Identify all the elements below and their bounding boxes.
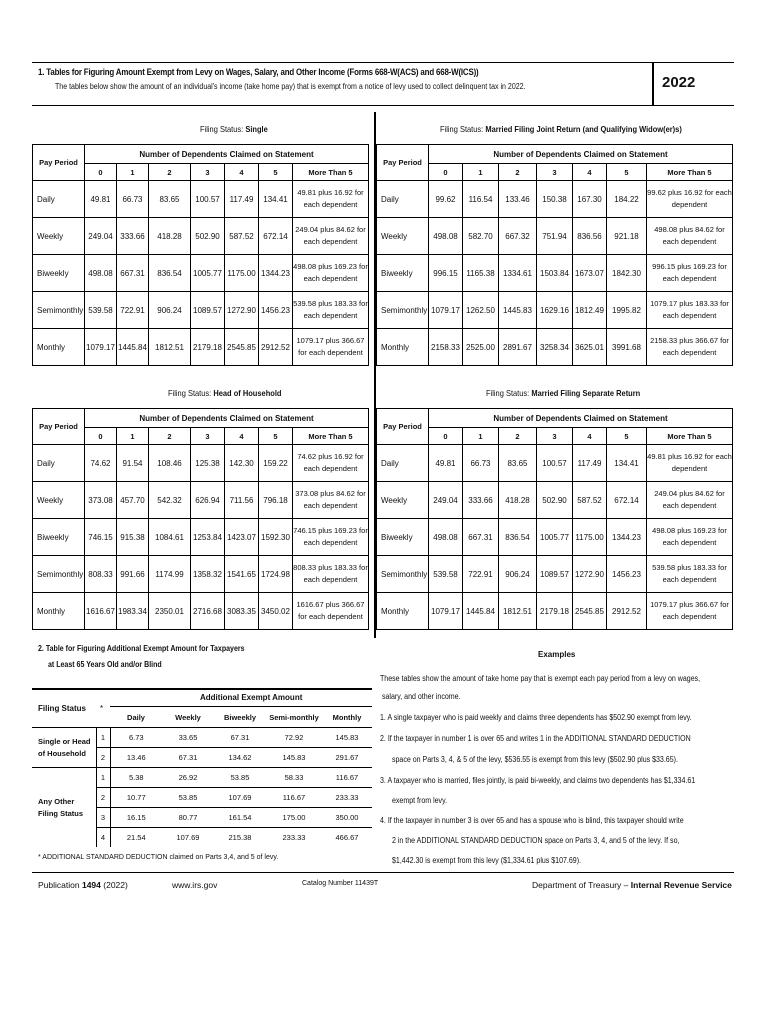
exempt-amount-cell: 836.56: [573, 218, 607, 255]
exempt-amount-cell: 587.52: [573, 482, 607, 519]
dependents-column-header: 5: [259, 428, 293, 445]
pay-period-cell: Daily: [377, 181, 429, 218]
exempt-amount-cell: 906.24: [149, 292, 191, 329]
more-than-5-cell: 498.08 plus 84.62 for each dependent: [647, 218, 733, 255]
exempt-amount-cell: 667.31: [117, 255, 149, 292]
exempt-amount-cell: 498.08: [429, 519, 463, 556]
exempt-amount-cell: 108.46: [149, 445, 191, 482]
footer-department: Department of Treasury – Internal Revenue Service: [532, 880, 732, 890]
addl-title-1: 2. Table for Figuring Additional Exempt Amount for Taxpayers: [38, 644, 245, 653]
exempt-amount-cell: 1995.82: [607, 292, 647, 329]
levy-table-3: [376, 408, 733, 630]
addl-star: *: [100, 704, 104, 713]
addl-amount-cell: 53.85: [162, 788, 214, 808]
table-row: [33, 593, 369, 630]
table-row: [377, 482, 733, 519]
exempt-amount-cell: 49.81: [429, 445, 463, 482]
additional-exempt-table: [32, 708, 372, 847]
exempt-amount-cell: 1262.50: [463, 292, 499, 329]
exempt-amount-cell: 746.15: [85, 519, 117, 556]
dependents-column-header: 1: [463, 164, 499, 181]
exempt-amount-cell: 667.31: [463, 519, 499, 556]
example-line: These tables show the amount of take home pay that is exempt each pay period from a levy on wages,: [380, 674, 701, 683]
exempt-amount-cell: 542.32: [149, 482, 191, 519]
addl-amount-cell: 107.69: [214, 788, 266, 808]
dependents-column-header: 3: [537, 164, 573, 181]
page-subtitle: The tables below show the amount of an individual's income (take home pay) that is exempt from a notice of levy used to collect delinquent tax in 2022.: [55, 82, 526, 91]
table-row: [33, 329, 369, 366]
exempt-amount-cell: 83.65: [499, 445, 537, 482]
table-row: [32, 768, 372, 788]
pay-period-header: Pay Period: [377, 145, 429, 181]
more-than-5-cell: 74.62 plus 16.92 for each dependent: [293, 445, 369, 482]
addl-amount-cell: 10.77: [110, 788, 162, 808]
exempt-amount-cell: 1629.16: [537, 292, 573, 329]
addl-amount-cell: 80.77: [162, 808, 214, 828]
table-row: [33, 181, 369, 218]
exempt-amount-cell: 66.73: [117, 181, 149, 218]
pay-period-header: Pay Period: [377, 409, 429, 445]
dependents-column-header: 2: [149, 428, 191, 445]
exempt-amount-cell: 1175.00: [225, 255, 259, 292]
addl-amount-cell: 291.67: [322, 748, 372, 768]
pay-period-header: Pay Period: [33, 409, 85, 445]
pay-period-cell: Semimonthly: [33, 292, 85, 329]
addl-count-cell: 2: [96, 748, 110, 768]
exempt-amount-cell: 796.18: [259, 482, 293, 519]
example-line: $1,442.30 is exempt from this levy ($1,334.61 plus $107.69).: [392, 856, 582, 865]
exempt-amount-cell: 915.38: [117, 519, 149, 556]
exempt-amount-cell: 1079.17: [429, 292, 463, 329]
table-row: [377, 218, 733, 255]
exempt-amount-cell: 2179.18: [191, 329, 225, 366]
exempt-amount-cell: 1079.17: [85, 329, 117, 366]
pay-period-cell: Weekly: [33, 218, 85, 255]
pay-period-cell: Biweekly: [33, 255, 85, 292]
exempt-amount-cell: 159.22: [259, 445, 293, 482]
pay-period-cell: Monthly: [33, 329, 85, 366]
exempt-amount-cell: 249.04: [429, 482, 463, 519]
pay-period-cell: Daily: [33, 445, 85, 482]
exempt-amount-cell: 672.14: [259, 218, 293, 255]
exempt-amount-cell: 2350.01: [149, 593, 191, 630]
exempt-amount-cell: 1812.51: [149, 329, 191, 366]
example-line: 2 in the ADDITIONAL STANDARD DEDUCTION space on Parts 3, 4, and 5 of the levy. If so,: [392, 836, 680, 845]
dependents-column-header: 3: [191, 164, 225, 181]
addl-amount-cell: 6.73: [110, 728, 162, 748]
table-row: [33, 556, 369, 593]
exempt-amount-cell: 1541.65: [225, 556, 259, 593]
addl-top-rule: [32, 688, 372, 690]
exempt-amount-cell: 1175.00: [573, 519, 607, 556]
addl-group-label: Single or Head of Household: [32, 728, 96, 768]
addl-amount-cell: 233.33: [266, 828, 322, 848]
exempt-amount-cell: 133.46: [499, 181, 537, 218]
dependents-column-header: 4: [225, 164, 259, 181]
example-line: exempt from levy.: [392, 796, 448, 805]
addl-column-header: Daily: [110, 708, 162, 728]
dependents-column-header: 1: [463, 428, 499, 445]
more-than-5-cell: 1079.17 plus 366.67 for each dependent: [647, 593, 733, 630]
addl-count-cell: 1: [96, 768, 110, 788]
exempt-amount-cell: 836.54: [499, 519, 537, 556]
exempt-amount-cell: 99.62: [429, 181, 463, 218]
dependents-column-header: 0: [85, 428, 117, 445]
exempt-amount-cell: 142.30: [225, 445, 259, 482]
exempt-amount-cell: 1673.07: [573, 255, 607, 292]
exempt-amount-cell: 1812.49: [573, 292, 607, 329]
exempt-amount-cell: 2545.85: [573, 593, 607, 630]
exempt-amount-cell: 539.58: [429, 556, 463, 593]
example-line: 2. If the taxpayer in number 1 is over 65 and writes 1 in the ADDITIONAL STANDARD DEDUCTION: [380, 734, 691, 743]
addl-column-header: Semi-monthly: [266, 708, 322, 728]
exempt-amount-cell: 457.70: [117, 482, 149, 519]
exempt-amount-cell: 100.57: [191, 181, 225, 218]
footer-publication: Publication 1494 (2022): [38, 880, 128, 890]
levy-table-0: [32, 144, 369, 366]
addl-amount-cell: 233.33: [322, 788, 372, 808]
exempt-amount-cell: 117.49: [225, 181, 259, 218]
exempt-amount-cell: 134.41: [607, 445, 647, 482]
dependents-header: Number of Dependents Claimed on Statement: [85, 409, 369, 428]
addl-column-header: Monthly: [322, 708, 372, 728]
pay-period-cell: Semimonthly: [33, 556, 85, 593]
exempt-amount-cell: 3991.68: [607, 329, 647, 366]
addl-amount-cell: 145.83: [322, 728, 372, 748]
example-line: salary, and other income.: [382, 692, 461, 701]
exempt-amount-cell: 373.08: [85, 482, 117, 519]
addl-count-cell: 1: [96, 728, 110, 748]
exempt-amount-cell: 2545.85: [225, 329, 259, 366]
addl-amount-cell: 53.85: [214, 768, 266, 788]
exempt-amount-cell: 587.52: [225, 218, 259, 255]
table-row: [33, 482, 369, 519]
exempt-amount-cell: 1334.61: [499, 255, 537, 292]
exempt-amount-cell: 3625.01: [573, 329, 607, 366]
addl-amount-cell: 67.31: [214, 728, 266, 748]
addl-footnote: * ADDITIONAL STANDARD DEDUCTION claimed on Parts 3,4, and 5 of levy.: [38, 854, 279, 861]
exempt-amount-cell: 1272.90: [573, 556, 607, 593]
table-row: [33, 292, 369, 329]
addl-header-rule: [110, 706, 372, 707]
exempt-amount-cell: 2912.52: [607, 593, 647, 630]
exempt-amount-cell: 66.73: [463, 445, 499, 482]
table-row: [377, 292, 733, 329]
dependents-column-header: More Than 5: [647, 164, 733, 181]
exempt-amount-cell: 1344.23: [259, 255, 293, 292]
pay-period-cell: Weekly: [377, 218, 429, 255]
exempt-amount-cell: 2179.18: [537, 593, 573, 630]
exempt-amount-cell: 1005.77: [537, 519, 573, 556]
levy-table-2: [32, 408, 369, 630]
exempt-amount-cell: 1358.32: [191, 556, 225, 593]
exempt-amount-cell: 1089.57: [537, 556, 573, 593]
exempt-amount-cell: 722.91: [463, 556, 499, 593]
exempt-amount-cell: 134.41: [259, 181, 293, 218]
exempt-amount-cell: 49.81: [85, 181, 117, 218]
exempt-amount-cell: 1084.61: [149, 519, 191, 556]
table-row: [33, 445, 369, 482]
dependents-column-header: 2: [499, 164, 537, 181]
addl-amount-cell: 466.67: [322, 828, 372, 848]
more-than-5-cell: 99.62 plus 16.92 for each dependent: [647, 181, 733, 218]
status-single: Filing Status: Single: [200, 124, 268, 134]
more-than-5-cell: 249.04 plus 84.62 for each dependent: [647, 482, 733, 519]
table-row: [377, 181, 733, 218]
table-row: [377, 329, 733, 366]
pay-period-header: Pay Period: [33, 145, 85, 181]
addl-amount-cell: 33.65: [162, 728, 214, 748]
addl-column-header: Biweekly: [214, 708, 266, 728]
addl-amount-cell: 116.67: [322, 768, 372, 788]
exempt-amount-cell: 502.90: [191, 218, 225, 255]
addl-group-label: Any Other Filing Status: [32, 768, 96, 848]
exempt-amount-cell: 1174.99: [149, 556, 191, 593]
exempt-amount-cell: 498.08: [429, 218, 463, 255]
pay-period-cell: Weekly: [33, 482, 85, 519]
addl-amount-cell: 21.54: [110, 828, 162, 848]
addl-amount-cell: 134.62: [214, 748, 266, 768]
exempt-amount-cell: 1445.84: [463, 593, 499, 630]
footer-website[interactable]: www.irs.gov: [172, 880, 218, 890]
pay-period-cell: Daily: [377, 445, 429, 482]
status-mfj: Filing Status: Married Filing Joint Return (and Qualifying Widow(er)s): [440, 124, 682, 134]
exempt-amount-cell: 2891.67: [499, 329, 537, 366]
exempt-amount-cell: 667.32: [499, 218, 537, 255]
exempt-amount-cell: 333.66: [463, 482, 499, 519]
exempt-amount-cell: 1445.84: [117, 329, 149, 366]
example-line: 3. A taxpayer who is married, files jointly, is paid bi-weekly, and claims two dependents has $1,334.61: [380, 776, 696, 785]
more-than-5-cell: 539.58 plus 183.33 for each dependent: [293, 292, 369, 329]
status-hoh: Filing Status: Head of Household: [168, 388, 282, 398]
status-mfs: Filing Status: Married Filing Separate Return: [486, 388, 641, 398]
exempt-amount-cell: 1842.30: [607, 255, 647, 292]
addl-group-header: Additional Exempt Amount: [200, 693, 303, 702]
dependents-column-header: 5: [607, 428, 647, 445]
exempt-amount-cell: 1272.90: [225, 292, 259, 329]
addl-amount-cell: 215.38: [214, 828, 266, 848]
pay-period-cell: Biweekly: [377, 519, 429, 556]
table-row: [33, 519, 369, 556]
footer-rule: [32, 872, 734, 873]
table-row: [33, 255, 369, 292]
exempt-amount-cell: 116.54: [463, 181, 499, 218]
exempt-amount-cell: 184.22: [607, 181, 647, 218]
more-than-5-cell: 249.04 plus 84.62 for each dependent: [293, 218, 369, 255]
dependents-column-header: 1: [117, 428, 149, 445]
addl-amount-cell: 116.67: [266, 788, 322, 808]
page-title: 1. Tables for Figuring Amount Exempt from Levy on Wages, Salary, and Other Income (Forms 668-W(ACS) and 668-W(ICS)): [38, 67, 479, 77]
more-than-5-cell: 373.08 plus 84.62 for each dependent: [293, 482, 369, 519]
table-row: [377, 519, 733, 556]
dependents-column-header: 2: [149, 164, 191, 181]
exempt-amount-cell: 751.94: [537, 218, 573, 255]
exempt-amount-cell: 150.38: [537, 181, 573, 218]
levy-table-1: [376, 144, 733, 366]
exempt-amount-cell: 498.08: [85, 255, 117, 292]
exempt-amount-cell: 1423.07: [225, 519, 259, 556]
more-than-5-cell: 49.81 plus 16.92 for each dependent: [647, 445, 733, 482]
exempt-amount-cell: 167.30: [573, 181, 607, 218]
exempt-amount-cell: 1089.57: [191, 292, 225, 329]
exempt-amount-cell: 83.65: [149, 181, 191, 218]
dependents-header: Number of Dependents Claimed on Statement: [429, 145, 733, 164]
pay-period-cell: Biweekly: [377, 255, 429, 292]
dependents-column-header: 0: [85, 164, 117, 181]
more-than-5-cell: 1079.17 plus 183.33 for each dependent: [647, 292, 733, 329]
addl-amount-cell: 72.92: [266, 728, 322, 748]
dependents-column-header: 5: [259, 164, 293, 181]
addl-amount-cell: 13.46: [110, 748, 162, 768]
exempt-amount-cell: 2525.00: [463, 329, 499, 366]
table-row: [377, 593, 733, 630]
example-line: space on Parts 3, 4, & 5 of the levy, $536.55 is exempt from this levy ($502.90 plus $33.65).: [392, 755, 678, 764]
exempt-amount-cell: 1456.23: [607, 556, 647, 593]
addl-column-header: Weekly: [162, 708, 214, 728]
exempt-amount-cell: 100.57: [537, 445, 573, 482]
addl-filing-status-label: Filing Status: [38, 704, 86, 713]
addl-count-cell: 2: [96, 788, 110, 808]
table-row: [377, 556, 733, 593]
exempt-amount-cell: 333.66: [117, 218, 149, 255]
examples-title: Examples: [538, 650, 576, 659]
exempt-amount-cell: 3258.34: [537, 329, 573, 366]
exempt-amount-cell: 1253.84: [191, 519, 225, 556]
exempt-amount-cell: 582.70: [463, 218, 499, 255]
exempt-amount-cell: 1344.23: [607, 519, 647, 556]
exempt-amount-cell: 3083.35: [225, 593, 259, 630]
dependents-column-header: 0: [429, 164, 463, 181]
tax-year: 2022: [662, 74, 696, 91]
dependents-column-header: More Than 5: [293, 164, 369, 181]
pay-period-cell: Monthly: [377, 329, 429, 366]
addl-amount-cell: 5.38: [110, 768, 162, 788]
addl-amount-cell: 145.83: [266, 748, 322, 768]
exempt-amount-cell: 1616.67: [85, 593, 117, 630]
exempt-amount-cell: 539.58: [85, 292, 117, 329]
table-row: [33, 218, 369, 255]
pay-period-cell: Weekly: [377, 482, 429, 519]
pay-period-cell: Semimonthly: [377, 556, 429, 593]
exempt-amount-cell: 1724.98: [259, 556, 293, 593]
exempt-amount-cell: 249.04: [85, 218, 117, 255]
exempt-amount-cell: 418.28: [149, 218, 191, 255]
dependents-column-header: 4: [225, 428, 259, 445]
dependents-header: Number of Dependents Claimed on Statement: [85, 145, 369, 164]
dependents-header: Number of Dependents Claimed on Statement: [429, 409, 733, 428]
pay-period-cell: Monthly: [33, 593, 85, 630]
addl-count-cell: 3: [96, 808, 110, 828]
dependents-column-header: 2: [499, 428, 537, 445]
exempt-amount-cell: 74.62: [85, 445, 117, 482]
exempt-amount-cell: 996.15: [429, 255, 463, 292]
table-row: [377, 445, 733, 482]
addl-amount-cell: 67.31: [162, 748, 214, 768]
dependents-column-header: 3: [191, 428, 225, 445]
exempt-amount-cell: 1165.38: [463, 255, 499, 292]
exempt-amount-cell: 91.54: [117, 445, 149, 482]
example-line: 4. If the taxpayer in number 3 is over 65 and has a spouse who is blind, this taxpayer should write: [380, 816, 684, 825]
table-row: [32, 728, 372, 748]
more-than-5-cell: 1079.17 plus 366.67 for each dependent: [293, 329, 369, 366]
exempt-amount-cell: 906.24: [499, 556, 537, 593]
more-than-5-cell: 498.08 plus 169.23 for each dependent: [647, 519, 733, 556]
exempt-amount-cell: 502.90: [537, 482, 573, 519]
more-than-5-cell: 808.33 plus 183.33 for each dependent: [293, 556, 369, 593]
dependents-column-header: 1: [117, 164, 149, 181]
addl-count-cell: 4: [96, 828, 110, 848]
addl-title-2: at Least 65 Years Old and/or Blind: [48, 660, 162, 669]
exempt-amount-cell: 921.18: [607, 218, 647, 255]
dependents-column-header: 0: [429, 428, 463, 445]
exempt-amount-cell: 1079.17: [429, 593, 463, 630]
dependents-column-header: 4: [573, 164, 607, 181]
pay-period-cell: Semimonthly: [377, 292, 429, 329]
more-than-5-cell: 498.08 plus 169.23 for each dependent: [293, 255, 369, 292]
more-than-5-cell: 2158.33 plus 366.67 for each dependent: [647, 329, 733, 366]
addl-amount-cell: 58.33: [266, 768, 322, 788]
exempt-amount-cell: 2158.33: [429, 329, 463, 366]
dependents-column-header: More Than 5: [293, 428, 369, 445]
exempt-amount-cell: 711.56: [225, 482, 259, 519]
exempt-amount-cell: 3450.02: [259, 593, 293, 630]
footer-catalog: Catalog Number 11439T: [302, 880, 379, 887]
addl-amount-cell: 161.54: [214, 808, 266, 828]
exempt-amount-cell: 722.91: [117, 292, 149, 329]
exempt-amount-cell: 1503.84: [537, 255, 573, 292]
table-row: [377, 255, 733, 292]
addl-amount-cell: 350.00: [322, 808, 372, 828]
pay-period-cell: Monthly: [377, 593, 429, 630]
exempt-amount-cell: 117.49: [573, 445, 607, 482]
exempt-amount-cell: 991.66: [117, 556, 149, 593]
more-than-5-cell: 746.15 plus 169.23 for each dependent: [293, 519, 369, 556]
addl-amount-cell: 107.69: [162, 828, 214, 848]
example-line: 1. A single taxpayer who is paid weekly and claims three dependents has $502.90 exempt from levy.: [380, 713, 692, 722]
exempt-amount-cell: 808.33: [85, 556, 117, 593]
dependents-column-header: 4: [573, 428, 607, 445]
addl-amount-cell: 175.00: [266, 808, 322, 828]
pay-period-cell: Daily: [33, 181, 85, 218]
exempt-amount-cell: 1445.83: [499, 292, 537, 329]
more-than-5-cell: 49.81 plus 16.92 for each dependent: [293, 181, 369, 218]
exempt-amount-cell: 672.14: [607, 482, 647, 519]
exempt-amount-cell: 1812.51: [499, 593, 537, 630]
addl-amount-cell: 16.15: [110, 808, 162, 828]
dependents-column-header: 5: [607, 164, 647, 181]
exempt-amount-cell: 125.38: [191, 445, 225, 482]
dependents-column-header: More Than 5: [647, 428, 733, 445]
addl-amount-cell: 26.92: [162, 768, 214, 788]
exempt-amount-cell: 1983.34: [117, 593, 149, 630]
pay-period-cell: Biweekly: [33, 519, 85, 556]
dependents-column-header: 3: [537, 428, 573, 445]
more-than-5-cell: 996.15 plus 169.23 for each dependent: [647, 255, 733, 292]
exempt-amount-cell: 626.94: [191, 482, 225, 519]
exempt-amount-cell: 1456.23: [259, 292, 293, 329]
exempt-amount-cell: 1592.30: [259, 519, 293, 556]
more-than-5-cell: 1616.67 plus 366.67 for each dependent: [293, 593, 369, 630]
exempt-amount-cell: 1005.77: [191, 255, 225, 292]
exempt-amount-cell: 2716.68: [191, 593, 225, 630]
exempt-amount-cell: 418.28: [499, 482, 537, 519]
exempt-amount-cell: 2912.52: [259, 329, 293, 366]
more-than-5-cell: 539.58 plus 183.33 for each dependent: [647, 556, 733, 593]
exempt-amount-cell: 836.54: [149, 255, 191, 292]
